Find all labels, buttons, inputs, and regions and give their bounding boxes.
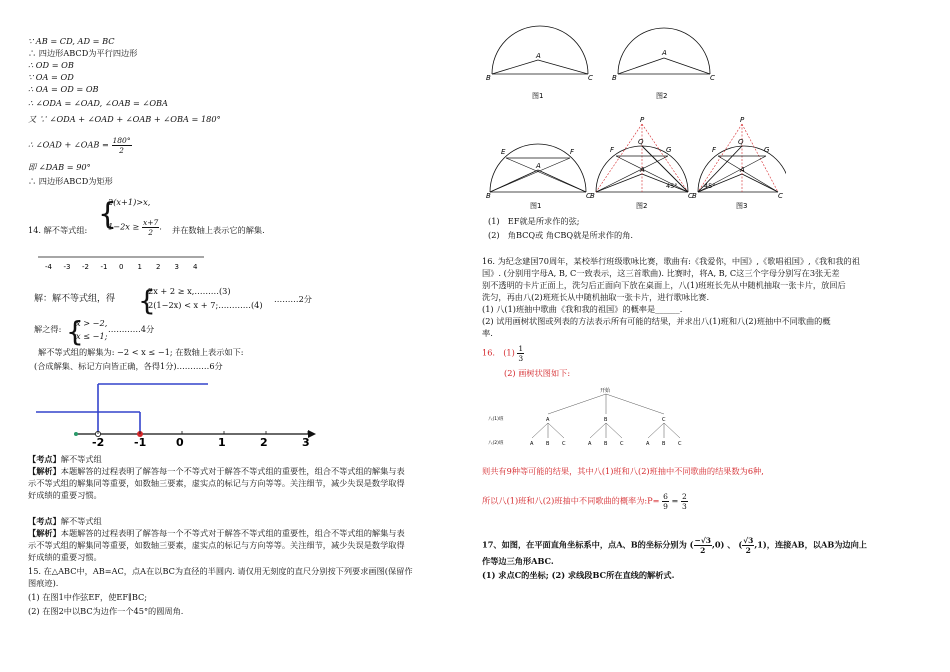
svg-text:C: C	[586, 192, 591, 200]
origin-dot	[74, 432, 78, 436]
proof-line-9: 即 ∠DAB = 90°	[28, 162, 91, 172]
q16-line6: (2) 试用画树状图或列表的方法表示所有可能的结果，并求出八(1)班和八(2)班抽中不同歌曲的概	[482, 316, 831, 326]
tree-branches	[530, 394, 682, 447]
tree-node-2: B	[604, 441, 608, 447]
tree-node-2: A	[646, 441, 650, 447]
svg-text:图2: 图2	[656, 92, 668, 100]
sol-brace-2: {	[66, 315, 84, 348]
branch-2	[606, 423, 622, 438]
svg-text:45°: 45°	[704, 182, 716, 190]
tree-node-1: B	[604, 417, 608, 423]
proof-line-2: ∴ 四边形ABCD为平行四边形	[28, 48, 138, 58]
svg-text:B: B	[612, 74, 617, 82]
tick-label: 3	[302, 436, 310, 448]
svg-text:A: A	[536, 162, 541, 170]
q14-ineq2: 1−2x ≥ $\frac{x+7}{2}$ .	[108, 218, 162, 237]
branch-2	[648, 423, 664, 438]
proof-line-4: ∵ OA = OD	[28, 72, 74, 82]
svg-text:G: G	[764, 146, 770, 154]
analysis1-line2: 示不等式组的解集同等重要，如数轴三要素，虚实点的标记与方向等等。关注细节，减少失误是数学取得	[28, 478, 405, 488]
svg-text:A: A	[536, 52, 541, 60]
figure-2-bottom	[590, 116, 693, 210]
sol-lead: 解：解不等式组，得	[34, 294, 116, 304]
sol-line4: (合成解集、标记方向皆正确，各得1分)…………6分	[34, 361, 223, 371]
sol-r2: x ≤ −1;	[76, 331, 108, 341]
proof-line-1: ∵ AB = CD, AD = BC	[28, 36, 115, 46]
svg-text:C: C	[778, 192, 783, 200]
figure-2-top	[612, 28, 715, 100]
figure-1-top	[486, 26, 593, 100]
q16-line5: (1) 八(1)班抽中歌曲《我和我的祖国》的概率是______.	[482, 304, 683, 314]
ans16-res2: 所以八(1)班和八(2)班抽中不同歌曲的概率为:P= $\frac{6}{9}$ = $\frac{2}{3}$	[482, 492, 687, 511]
branch-1	[606, 394, 664, 414]
svg-text:B: B	[486, 192, 491, 200]
svg-text:A: A	[740, 166, 745, 174]
svg-text:C: C	[588, 74, 593, 82]
svg-text:F: F	[712, 146, 717, 154]
svg-text:45°: 45°	[666, 182, 678, 190]
sol-lead2: 解之得:	[34, 324, 62, 334]
q17-line3: (1) 求点C的坐标; (2) 求线段BC所在直线的解析式.	[482, 570, 675, 580]
tick-label: 3	[174, 263, 179, 271]
q15-line3: (1) 在图1中作弦EF，使EF∥BC;	[28, 592, 148, 602]
figures-top	[486, 24, 726, 104]
tick-label: -2	[82, 263, 89, 271]
figure-3-bottom	[692, 116, 786, 210]
proof-line-3: ∴ OD = OB	[28, 60, 74, 70]
proof-line-6: ∴ ∠ODA = ∠OAD, ∠OAB = ∠OBA	[28, 98, 168, 108]
analysis2-line2: 示不等式组的解集同等重要，如数轴三要素，虚实点的标记与方向等等。关注细节，减少失误是数学取得	[28, 540, 405, 550]
q16-line7: 率.	[482, 328, 493, 338]
branch-2	[590, 423, 606, 438]
sol-brace-1: {	[138, 284, 156, 317]
analysis1-line3: 好成绩的重要习惯。	[28, 490, 102, 500]
sol-eq4: 2(1−2x) < x + 7;…………(4)	[148, 300, 263, 310]
tree-node-2: C	[620, 441, 624, 447]
svg-text:图1: 图1	[532, 92, 544, 100]
tick-label: 0	[176, 436, 184, 448]
tree-node-2: B	[546, 441, 550, 447]
branch-2	[532, 423, 548, 438]
tree-root: 开始	[600, 388, 611, 394]
analysis1-tag: 【考点】解不等式组	[28, 454, 102, 464]
proof-line-8: ∴ ∠OAD + ∠OAB = $\frac{180^\circ}{2}$	[28, 136, 131, 155]
svg-text:F: F	[570, 148, 575, 156]
tree-node-1: A	[546, 417, 550, 423]
tick-label: 0	[119, 263, 124, 271]
figures-bottom	[486, 112, 786, 212]
tick-label: 2	[156, 263, 161, 271]
svg-text:B: B	[590, 192, 595, 200]
svg-text:P: P	[740, 116, 745, 124]
branch-2	[664, 423, 680, 438]
tree-node-2: A	[588, 441, 592, 447]
q16-line1: 16. 为纪念建国70周年，某校举行班级歌咏比赛，歌曲有:《我爱你，中国》,《歌唱祖国》,《我和我的祖	[482, 256, 860, 266]
tick-label: 1	[218, 436, 226, 448]
tree-row2-label: 八(2)班	[488, 441, 504, 446]
analysis2-line3: 好成绩的重要习惯。	[28, 552, 102, 562]
q14-number-line	[34, 252, 214, 274]
analysis2-tag: 【考点】解不等式组	[28, 516, 102, 526]
tick-label: 4	[193, 263, 198, 271]
tick-label: 2	[260, 436, 268, 448]
tick-label: -1	[134, 436, 147, 448]
tree-row1-label: 八(1)班	[488, 417, 504, 422]
svg-text:B: B	[692, 192, 697, 200]
ans16-res1: 则共有9种等可能的结果，其中八(1)班和八(2)班抽中不同歌曲的结果数为6种,	[482, 466, 764, 476]
ans15-2: (2) 角BCQ或 角CBQ就是所求作的角.	[488, 230, 634, 240]
sol-score1: ………2分	[274, 294, 312, 304]
svg-text:G: G	[666, 146, 672, 154]
svg-text:图1: 图1	[530, 202, 542, 210]
q15-line1: 15. 在△ABC中，AB=AC，点A在以BC为直径的半圆内. 请仅用无刻度的直尺分别按下列要求画图(保留作	[28, 566, 413, 576]
proof-line-7: 又 ∵ ∠ODA + ∠OAD + ∠OAB + ∠OBA = 180°	[28, 114, 221, 124]
q14-tail: 并在数轴上表示它的解集.	[172, 225, 265, 235]
q14-ineq1: 2(x+1)>x,	[108, 197, 151, 207]
proof-line-10: ∴ 四边形ABCD为矩形	[28, 176, 113, 186]
tick-label: -3	[63, 263, 71, 271]
sol-score2: …………4分	[108, 324, 155, 334]
ans16-part2: (2) 画树状图如下:	[504, 368, 571, 378]
sol-eq3: 2x + 2 ≥ x,………(3)	[148, 286, 231, 296]
svg-text:A: A	[640, 166, 645, 174]
analysis1-line1: 【解析】本题解答的过程表明了解答每一个不等式对于解答不等式组的重要性，组合不等式组的解集与表	[28, 466, 405, 476]
axis-ticks	[45, 263, 198, 271]
svg-text:P: P	[640, 116, 645, 124]
tick-label: -2	[92, 436, 105, 448]
svg-text:B: B	[486, 74, 491, 82]
branch-2	[548, 423, 564, 438]
q14-brace: {	[98, 197, 118, 232]
q16-line4: 洗匀，再由八(2)班班长从中随机抽取一张卡片，进行歌咏比赛.	[482, 292, 710, 302]
branch-1	[548, 394, 606, 414]
tree-diagram	[488, 384, 708, 452]
svg-text:Q: Q	[638, 138, 644, 146]
q15-line2: 图痕迹).	[28, 578, 59, 588]
tree-node-1: C	[662, 417, 666, 423]
svg-text:C: C	[688, 192, 693, 200]
ans16-part1: 16. (1) $\frac{1}{3}$	[482, 344, 524, 363]
solution-number-line	[32, 380, 332, 448]
svg-text:A: A	[662, 49, 667, 57]
svg-text:Q: Q	[738, 138, 744, 146]
svg-text:图2: 图2	[636, 202, 648, 210]
q17-line2: 作等边三角形ABC.	[482, 556, 554, 566]
tree-node-2: B	[662, 441, 666, 447]
ans15-1: (1) EF就是所求作的弦;	[488, 216, 580, 226]
q17-line1: 17、如图，在平面直角坐标系中，点A、B的坐标分别为 ( $\frac{-√3}{2}$ ,0) 、 ( $\frac{√3}{2}$ ,1)，连接AB，以AB为边向上	[482, 536, 867, 555]
sol-line3: 解不等式组的解集为: −2 < x ≤ −1; 在数轴上表示如下:	[38, 347, 244, 357]
svg-text:F: F	[610, 146, 615, 154]
q16-line3: 别不透明的卡片正面上，洗匀后正面向下放在桌面上，八(1)班班长先从中随机抽取一张卡片，放回后	[482, 280, 846, 290]
q14-number: 14. 解不等式组:	[28, 225, 88, 235]
proof-line-5: ∴ OA = OD = OB	[28, 84, 99, 94]
svg-text:图3: 图3	[736, 202, 748, 210]
tick-label: 1	[137, 263, 142, 271]
tree-node-2: C	[678, 441, 682, 447]
sol-r1: x > −2,	[76, 318, 108, 328]
svg-text:C: C	[710, 74, 715, 82]
analysis2-line1: 【解析】本题解答的过程表明了解答每一个不等式对于解答不等式组的重要性，组合不等式组的解集与表	[28, 528, 405, 538]
tree-node-2: A	[530, 441, 534, 447]
q15-line4: (2) 在图2中以BC为边作一个45°的圆周角.	[28, 606, 184, 616]
tick-label: -1	[100, 263, 108, 271]
svg-text:E: E	[501, 148, 506, 156]
tree-node-2: C	[562, 441, 566, 447]
q16-line2: 国》. (分别用字母A, B, C一致表示，这三首歌曲). 比赛时，将A, B, C这三个字母分别写在3张无差	[482, 268, 840, 278]
figure-1-bottom	[486, 144, 591, 210]
tick-label: -4	[45, 263, 52, 271]
